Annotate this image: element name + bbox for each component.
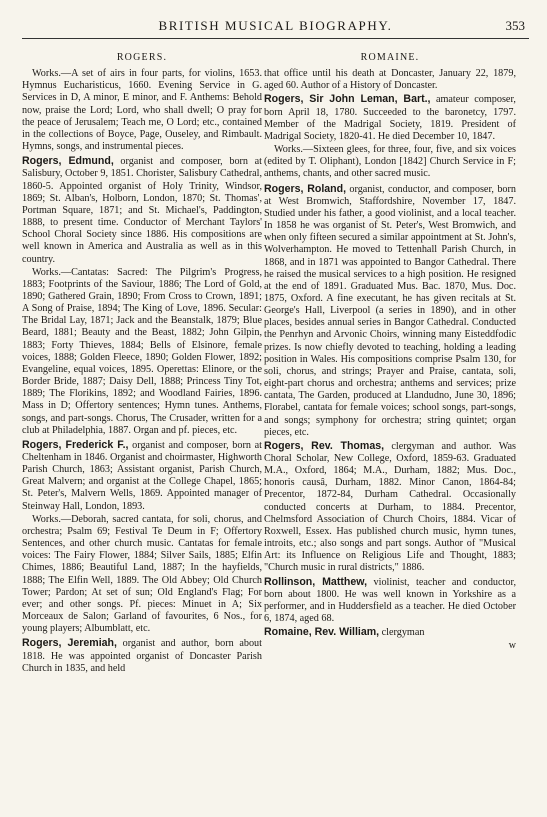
- works-text: Works.—Sixteen glees, for three, four, five, and six voices (edited by T. Oliphant), London [1842] Church Service in F; anthems, chants, and other sacred music.: [264, 144, 516, 180]
- entry-text: organist, conductor, and composer, born at West Bromwich, Staffordshire, November 17, 1847. Studied under his father, a good violinist, and a local teacher. In 1858 he was organist of St. Peter's, West Bromwich, and when only fifteen secured a similar appointment at St. John's, Wolverhampton. He moved to Tettenhall Parish Church, in 1868, and in 1871 was appointed to Bangor Cathedral. There he raised the musical services to a high position. He resigned at the end of 1891. Graduated Mus. Bac. 1870, Mus. Doc. 1875, Oxford. A fine executant, he has given recitals at St. George's Hall, Liverpool (a series in 1890), and in other places, besides annual series in Bangor Cathedral. Conducted the Penrhyn and Arvonic Choirs, winning many Eisteddfodic prizes. Is now chiefly devoted to teaching, holding a leading position in Wales. His compositions comprise Psalm 130, for soli, chorus, and strings; Prayer and Praise, cantata, soli, eight-part chorus and orchestra; anthems and services; prize cantata, The Garden, produced at Llandudno, June 30, 1896; Florabel, cantata for female voices; school songs, part-songs, and songs; symphony for orchestra; string quintet; organ pieces, etc.: [264, 183, 517, 438]
- entry-name: Rogers, Frederick F.,: [22, 438, 129, 451]
- entry-name: Romaine, Rev. William,: [264, 626, 380, 639]
- biography-entry: [264, 183, 516, 439]
- entry-name: Rogers, Rev. Thomas,: [264, 439, 385, 452]
- works-text: Works.—Deborah, sacred cantata, for soli, chorus, and orchestra; Psalm 69; Festival Te Deum in F; Offertory Sentences, and other church music. Cantatas for female voices: The Fairy Flower, 1884; Silver Sails, 1885; Elfin Chimes, 1886; Beautiful Land, 1887; In the hayfields, 1888; The Elfin Well, 1889. The Old Abbey; Old Church Tower; Pardon; At set of sun; Old England's Flag; For ever; and other songs. Pf. pieces: Minuet in A; Six Morceaux de Salon; Garland of favourites, 6 Nos., for young players; Albumblatt, etc.: [22, 513, 262, 635]
- entry-text: clergyman and author. Was Choral Scholar, New College, Oxford, 1859-63. Graduated M.A., Oxford, 1864; M.A., Durham, 1882; Mus. Doc., honoris causâ, Durham, 1882. Minor Canon, 1864-84; Precentor, 1872-84, Durham Cathedral. Occasionally conducted concerts at Durham, to 1884. Precentor, Chelmsford Association of Church Choirs, 1884. Vicar of Roxwell, Essex. Has published church music, hymn tunes, introits, etc.; also songs and part songs. Author of "Musical Art: its Influence on Religious Life and Thought, 1883; "Church music in rural districts," 1886.: [264, 440, 516, 574]
- biography-entry: [264, 576, 516, 626]
- biography-entry: [264, 440, 516, 575]
- works-paragraph: [22, 514, 262, 636]
- right-column: [264, 52, 516, 653]
- entry-name: Rollinson, Matthew,: [264, 575, 368, 588]
- works-text: Works.—A set of airs in four parts, for violins, 1653. Hymnus Eucharisticus, 1660. Evening Service in G. Services in D, A minor, E minor, and F. Anthems: Behold now, praise the Lord; Lord, who shall dwell; O pray for the peace of Jerusalem; Teach me, O Lord; etc., contained in the collections of Boyce, Page, Ouseley, and Rimbault. Hymns, songs, and instrumental pieces.: [22, 68, 262, 153]
- biography-entry: [22, 637, 262, 674]
- continued-paragraph: [264, 68, 516, 92]
- entry-text: that office until his death at Doncaster, January 22, 1879, aged 60. Author of a History of Doncaster.: [264, 68, 516, 92]
- right-column-header: ROMAINE.: [360, 52, 420, 63]
- running-head: [22, 18, 529, 39]
- works-paragraph: [264, 144, 516, 180]
- catchword: w: [508, 640, 516, 652]
- biography-entry: [264, 626, 516, 639]
- entry-text: organist and composer, born at Salisbury, October 9, 1851. Chorister, Salisbury Cathedral, 1860-5. Appointed organist of Holy Trinity, Windsor, 1869; St. Alban's, Holborn, London, 1870; St. Thomas', Portman Square, 1871; and St. Michael's, Paddington, 1888, to present time. Conductor of Merchant Taylors' School Choral Society since 1886. His compositions are well known in America and Australia as well as in this country.: [22, 156, 262, 265]
- running-title: BRITISH MUSICAL BIOGRAPHY.: [158, 18, 393, 33]
- entry-name: Rogers, Jeremiah,: [22, 637, 117, 650]
- biography-entry: [22, 439, 262, 513]
- left-column-header: ROGERS.: [116, 52, 168, 63]
- works-text: Works.—Cantatas: Sacred: The Pilgrim's Progress, 1883; Footprints of the Saviour, 1886; The Lord of Gold, 1890; Gathered Grain, 1890; From Cross to Crown, 1891; A Song of Praise, 1894; The King of Love, 1896. Secular: The Bridal Lay, 1871; Jack and the Beanstalk, 1879; Blue Beard, 1881; Beauty and the Beast, 1882; John Gilpin, 1883; Forty Thieves, 1884; Bells of Elsinore, female voices, 1888; Golden Fleece, 1890; Golden Flower, 1892; Evangeline, equal voices, 1895. Operettas: Elinore, or the Border Bride, 1887; Daisy Dell, 1888; Princess Tiny Tot, 1889; The Florikins, 1892; and Woodland Fairies, 1896. Mass in D; Offertory sentences; Hymn tunes. Anthems, songs, and part-songs. Chorus, The Crusader, written for a club at Philadelphia, 1887. Organ and pf. pieces, etc.: [22, 266, 262, 436]
- entry-text: violinist, teacher and conductor, born about 1800. He was well known in Yorkshire as a performer, and in Huddersfield as a teacher. He died October 6, 1874, aged 68.: [264, 576, 516, 625]
- works-paragraph: [22, 68, 262, 153]
- page-number: 353: [505, 18, 525, 33]
- entry-text: organist and composer, born at Cheltenham in 1846. Organist and choirmaster, Highworth Parish Church, 1863; Assistant organist, Parish Church, Great Malvern; and organist at the College Chapel, 1865; St. Peter's, Malvern Wells, 1869. Appointed manager of Steinway Hall, London, 1893.: [22, 439, 262, 512]
- entry-name: Rogers, Roland,: [264, 182, 347, 195]
- biography-entry: [264, 93, 516, 143]
- entry-name: Rogers, Sir John Leman, Bart.,: [264, 93, 431, 106]
- entry-text: amateur composer, born April 18, 1780. Succeeded to the baronetcy, 1797. Member of the Madrigal Society, 1819. President of Madrigal Society, 1820-41. He died December 10, 1847.: [264, 94, 516, 142]
- left-column: [22, 52, 262, 676]
- works-paragraph: [22, 267, 262, 437]
- biography-entry: [22, 155, 262, 265]
- entry-text: organist and author, born about 1818. He was appointed organist of Doncaster Parish Church in 1835, and held: [22, 638, 262, 674]
- entry-text: clergyman: [379, 627, 425, 639]
- entry-name: Rogers, Edmund,: [22, 155, 114, 168]
